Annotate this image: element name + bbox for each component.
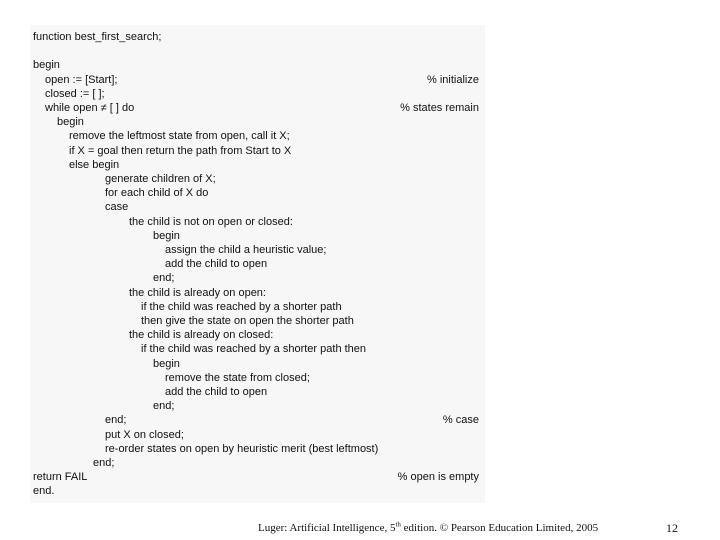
code-line: if the child was reached by a shorter path then [141,343,367,356]
code-line: open := [Start]; [45,73,118,86]
code-line: if X = goal then return the path from Start to X [69,144,292,157]
code-line: begin [57,116,84,129]
code-line: begin [153,229,180,242]
code-comment: % initialize [427,73,479,86]
footer-citation-start: Luger: Artificial Intelligence, 5 [258,522,396,534]
code-line: end. [33,485,55,498]
code-comment: % case [442,414,479,427]
code-line: closed := [ ]; [45,87,105,100]
code-line: end; [153,400,175,413]
code-line: for each child of X do [105,187,209,200]
code-comment: % open is empty [397,471,479,484]
code-line: add the child to open [165,386,268,398]
code-line: begin [33,59,60,72]
code-line: end; [105,414,127,427]
code-line: end; [93,457,115,469]
code-line: the child is already on closed: [129,329,274,342]
code-line: while open ≠ [ ] do [45,102,135,114]
code-line: function best_first_search; [33,31,162,43]
code-line: then give the state on open the shorter path [141,315,354,327]
code-line: generate children of X; [105,173,216,185]
code-line: case [105,201,129,214]
code-line: re-order states on open by heuristic merit (best leftmost) [105,442,379,455]
code-line: if the child was reached by a shorter path [141,300,342,313]
footer-citation-end: edition. © Pearson Education Limited, 2005 [400,522,599,534]
code-line: assign the child a heuristic value; [165,244,327,256]
code-line: else begin [69,158,120,171]
code-line: remove the leftmost state from open, call it X; [69,130,290,143]
code-line: add the child to open [165,258,268,271]
page-number: 12 [666,521,678,535]
code-line: begin [153,357,180,370]
code-line: return FAIL [33,471,88,484]
code-line: remove the state from closed; [165,371,310,384]
code-line: the child is not on open or closed: [129,215,293,228]
footer-edition-superscript: th [395,520,401,529]
code-comment: % states remain [400,102,479,114]
code-line: end; [153,272,175,285]
code-line: put X on closed; [105,428,184,441]
code-line: the child is already on open: [129,286,266,299]
slide-footer [258,521,598,535]
